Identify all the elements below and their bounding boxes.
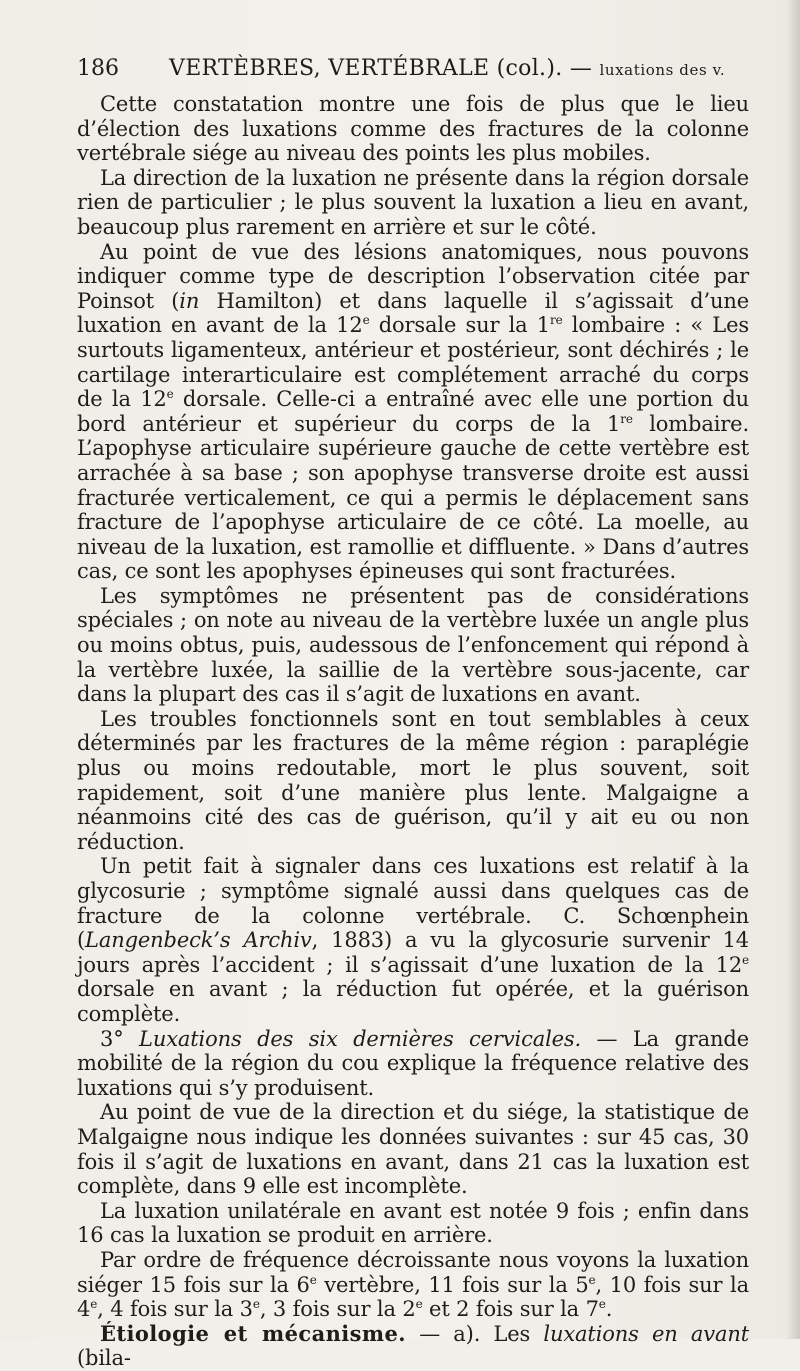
text-run: dorsale. Celle-ci a entraîné avec elle une portion du bord antérieur et supérieur du corps de la 1 [77, 387, 749, 436]
superscript: e [742, 952, 749, 967]
text-run: — La grande mobilité de la région du cou explique la fréquence relative des luxations qui s’y produisent. [77, 1026, 749, 1100]
text-run: , 1883) a vu la glycosurie survenir 14 jours après l’accident ; il s’agissait d’une luxation de la 12 [77, 928, 750, 977]
text-run: Au point de vue des lésions anatomiques, nous pouvons indiquer comme type de description l’observation citée par Poinsot ( [77, 239, 749, 313]
text-run: Hamilton) et dans laquelle il s’agissait d’une luxation en avant de la 12 [77, 288, 750, 338]
text-run: dorsale sur la 1 [369, 313, 550, 338]
superscript: e [588, 1272, 596, 1287]
superscript: re [620, 411, 633, 426]
running-title [169, 56, 725, 81]
running-title-paren: (col.). [496, 56, 563, 81]
text-run: lombaire : « Les surtouts ligamenteux, antérieur et postérieur, sont déchirés ; le cartilage interarticulaire est complétement arraché du corps de la 12 [77, 313, 749, 412]
italic-run: Langenbeck’s Archiv [85, 928, 312, 953]
superscript: e [309, 1272, 317, 1287]
text-run: Par ordre de fréquence décroissante nous voyons la luxation siéger 15 fois sur la 6 [77, 1247, 749, 1297]
superscript: e [598, 1297, 606, 1312]
running-header [77, 56, 757, 88]
paragraph-6 [77, 854, 749, 1026]
page-number: 186 [77, 56, 119, 81]
section-title-italic: Luxations des six dernières cervicales. [139, 1026, 582, 1051]
paragraph-10 [77, 1248, 749, 1322]
paragraph-8: Au point de vue de la direction et du siége, la statistique de Malgaigne nous indique les données suivantes : sur 45 cas, 30 fois il s’agit de luxations en avant, dans 21 cas la luxation est complète, dans 9 elle est incomplète. [77, 1100, 749, 1199]
text-run: Un petit fait à signaler dans ces luxations est relatif à la glycosurie ; symptôme signalé aussi dans quelques cas de fracture de la colonne vertébrale. C. Schœnphein ( [77, 854, 749, 953]
running-title-dash: — [569, 56, 593, 81]
superscript: re [550, 313, 563, 328]
text-run: — a). Les [405, 1321, 544, 1346]
text-run: dorsale en avant ; la réduction fut opérée, et la guérison complète. [77, 977, 749, 1026]
paragraph-7-section-heading [77, 1027, 749, 1101]
bold-subheading: Étiologie et mécanisme. [100, 1320, 406, 1346]
text-run: (bila- [77, 1346, 131, 1371]
superscript: e [90, 1297, 98, 1312]
paragraph-9: La luxation unilatérale en avant est notée 9 fois ; enfin dans 16 cas la luxation se produit en arrière. [77, 1198, 749, 1248]
superscript: e [362, 313, 370, 328]
page-body [77, 92, 749, 1371]
paragraph-5: Les troubles fonctionnels sont en tout semblables à ceux déterminés par les fractures de la même région : paraplégie plus ou moins redoutable, mort le plus souvent, soit rapidement, soit d’une manière plus lente. Malgaigne a néanmoins cité des cas de guérison, qu’il y ait eu ou non réduction. [77, 706, 749, 854]
superscript: e [252, 1297, 260, 1312]
running-title-main: VERTÈBRES, VERTÉBRALE [169, 56, 490, 81]
text-run: . [605, 1297, 613, 1322]
text-run: vertèbre, 11 fois sur la 5 [316, 1272, 589, 1297]
paragraph-2: La direction de la luxation ne présente dans la région dorsale rien de particulier ; le plus souvent la luxation a lieu en avant, beaucoup plus rarement en arrière et sur le côté. [77, 165, 749, 239]
text-run: lombaire. L’apophyse articulaire supérieure gauche de cette vertèbre est arrachée à sa base ; son apophyse transverse droite est aussi fracturée verticalement, ce qui a permis le déplacement sans fracture de l’apophyse articulaire de ce côté. La moelle, au niveau de la luxation, est ramollie et diffluente. » Dans d’autres cas, ce sont les apophyses épineuses qui sont fracturées. [77, 411, 749, 584]
running-title-section: luxations des v. [599, 61, 726, 79]
italic-run: in [179, 288, 200, 313]
page-gutter-shadow [786, 0, 800, 1339]
text-run: et 2 fois sur la 7 [422, 1297, 599, 1322]
text-run: , 3 fois sur la 2 [259, 1297, 416, 1322]
italic-run: luxations en avant [543, 1321, 750, 1346]
paragraph-11-subheading [77, 1322, 749, 1371]
text-run: , 4 fois sur la 3 [97, 1297, 253, 1322]
superscript: e [166, 387, 174, 402]
paragraph-4: Les symptômes ne présentent pas de considérations spéciales ; on note au niveau de la vertèbre luxée un angle plus ou moins obtus, puis, audessous de l’enfoncement qui répond à la vertèbre luxée, la saillie de la vertèbre sous-jacente, car dans la plupart des cas il s’agit de luxations en avant. [77, 583, 749, 707]
superscript: e [415, 1297, 423, 1312]
text-run: 3° [100, 1026, 140, 1051]
paragraph-1: Cette constatation montre une fois de plus que le lieu d’élection des luxations comme des fractures de la colonne vertébrale siége au niveau des points les plus mobiles. [77, 92, 749, 166]
text-run: , 10 fois sur la 4 [77, 1272, 749, 1322]
paragraph-3 [77, 240, 749, 584]
